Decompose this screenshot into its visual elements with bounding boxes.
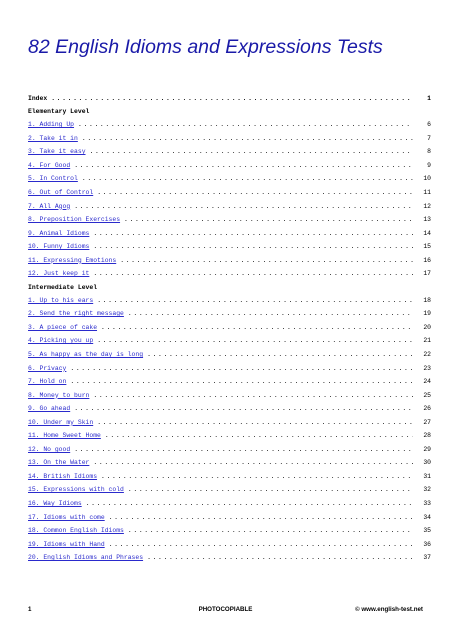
toc-leader-dots: [90, 148, 413, 155]
toc-entry-link[interactable]: 7. All Agog: [28, 202, 71, 210]
toc-entry-page: 9: [427, 161, 431, 169]
toc-entry[interactable]: [28, 361, 431, 375]
toc-entry-page: 24: [423, 378, 431, 386]
toc-leader-dots: [147, 554, 413, 561]
toc-entry[interactable]: [28, 497, 431, 511]
toc-entry-link[interactable]: 10. Under my Skin: [28, 418, 94, 426]
toc-leader-dots: [51, 95, 413, 102]
toc-leader-dots: [109, 514, 413, 521]
toc-entry-link[interactable]: 14. British Idioms: [28, 472, 98, 480]
toc-entry[interactable]: [28, 443, 431, 457]
toc-leader-dots: [93, 392, 413, 399]
toc-leader-dots: [74, 203, 413, 210]
toc-entry[interactable]: [28, 510, 431, 524]
toc-entry-page: 29: [423, 445, 431, 453]
toc-entry[interactable]: [28, 334, 431, 348]
toc-entry-link[interactable]: 19. Idioms with Hand: [28, 540, 105, 548]
toc-entry-page: 16: [423, 256, 431, 264]
toc-entry-link[interactable]: 4. Picking you up: [28, 337, 94, 345]
footer-page-number: 1: [28, 606, 32, 613]
toc-entry-page: 32: [423, 486, 431, 494]
toc-entry-link[interactable]: 1. Adding Up: [28, 121, 75, 129]
toc-entry-link[interactable]: 1. Up to his ears: [28, 296, 94, 304]
toc-entry[interactable]: [28, 186, 431, 200]
toc-entry-link[interactable]: 15. Expressions with cold: [28, 486, 124, 494]
toc-entry-link[interactable]: 17. Idioms with come: [28, 513, 105, 521]
toc-entry[interactable]: [28, 415, 431, 429]
toc-entry[interactable]: [28, 307, 431, 321]
toc-section-heading: Intermediate Level: [28, 283, 98, 291]
toc-leader-dots: [93, 243, 413, 250]
toc-entry[interactable]: [28, 199, 431, 213]
toc-entry-link[interactable]: 10. Funny Idioms: [28, 243, 90, 251]
toc-index-page: 1: [427, 95, 431, 102]
toc-leader-dots: [128, 527, 413, 534]
toc-entry-link[interactable]: 8. Preposition Exercises: [28, 216, 121, 224]
toc-leader-dots: [97, 419, 413, 426]
toc-leader-dots: [82, 135, 413, 142]
toc-leader-dots: [74, 162, 413, 169]
toc-entry-page: 37: [423, 554, 431, 562]
toc-entry-page: 20: [423, 323, 431, 331]
toc-entry-page: 17: [423, 270, 431, 278]
toc-leader-dots: [86, 500, 413, 507]
toc-entry-link[interactable]: 7. Hold on: [28, 378, 67, 386]
toc-entry-page: 26: [423, 405, 431, 413]
toc-entry-link[interactable]: 9. Go ahead: [28, 405, 71, 413]
toc-entry-link[interactable]: 20. English Idioms and Phrases: [28, 554, 144, 562]
toc-entry-link[interactable]: 3. Take it easy: [28, 148, 86, 156]
toc-entry-page: 19: [423, 310, 431, 318]
toc-entry[interactable]: [28, 240, 431, 254]
toc-entry-link[interactable]: 2. Take it in: [28, 134, 78, 142]
toc-entry-page: 36: [423, 540, 431, 548]
toc-entry[interactable]: [28, 375, 431, 389]
toc-leader-dots: [70, 365, 413, 372]
toc-leader-dots: [120, 257, 413, 264]
toc-entry[interactable]: [28, 402, 431, 416]
toc-entry[interactable]: [28, 213, 431, 227]
toc-entry-link[interactable]: 18. Common English Idioms: [28, 527, 124, 535]
toc-leader-dots: [124, 216, 413, 223]
toc-leader-dots: [128, 486, 413, 493]
toc-entry-page: 14: [423, 229, 431, 237]
toc-entry-page: 35: [423, 527, 431, 535]
toc-entry-page: 30: [423, 459, 431, 467]
toc-section-heading: Elementary Level: [28, 108, 90, 115]
toc-entry-link[interactable]: 16. Way Idioms: [28, 500, 82, 508]
toc-entry-page: 25: [423, 391, 431, 399]
toc-entry-page: 11: [423, 189, 431, 196]
toc-entry-link[interactable]: 6. Privacy: [28, 364, 67, 372]
toc-leader-dots: [74, 405, 413, 412]
toc-entry-link[interactable]: 9. Animal Idioms: [28, 229, 90, 237]
toc-leader-dots: [93, 230, 413, 237]
toc-entry-link[interactable]: 6. Out of Control: [28, 189, 94, 196]
toc-entry[interactable]: [28, 388, 431, 402]
toc-entry-page: 15: [423, 243, 431, 251]
toc-entry-link[interactable]: 8. Money to burn: [28, 391, 90, 399]
toc-entry-page: 31: [423, 472, 431, 480]
table-of-contents: [28, 92, 431, 565]
document-title: 82 English Idioms and Expressions Tests: [28, 36, 383, 58]
toc-entry[interactable]: [28, 483, 431, 497]
toc-leader-dots: [128, 310, 413, 317]
toc-entry-page: 21: [423, 337, 431, 345]
toc-entry[interactable]: [28, 253, 431, 267]
toc-leader-dots: [82, 175, 413, 182]
toc-entry-page: 8: [427, 148, 431, 156]
toc-entry[interactable]: [28, 159, 431, 173]
toc-leader-dots: [93, 459, 413, 466]
toc-entry-page: 34: [423, 513, 431, 521]
toc-leader-dots: [105, 432, 413, 439]
toc-entry[interactable]: [28, 226, 431, 240]
toc-entry-link[interactable]: 5. As happy as the day is long: [28, 351, 144, 359]
toc-entry-page: 6: [427, 121, 431, 129]
toc-entry[interactable]: [28, 118, 431, 132]
toc-entry-link[interactable]: 4. For Good: [28, 161, 71, 169]
toc-leader-dots: [97, 297, 413, 304]
toc-leader-dots: [97, 337, 413, 344]
toc-entry-link[interactable]: 2. Send the right message: [28, 310, 124, 318]
toc-entry[interactable]: [28, 321, 431, 335]
toc-leader-dots: [93, 270, 413, 277]
toc-entry-link[interactable]: 3. A piece of cake: [28, 323, 98, 331]
footer-copyright: © www.english-test.net: [355, 606, 423, 613]
footer-photocopiable: PHOTOCOPIABLE: [198, 606, 253, 613]
toc-entry[interactable]: [28, 267, 431, 281]
toc-leader-dots: [70, 378, 413, 385]
toc-entry[interactable]: [28, 456, 431, 470]
toc-entry[interactable]: [28, 524, 431, 538]
toc-entry-link[interactable]: 11. Home Sweet Home: [28, 432, 101, 440]
toc-entry-page: 7: [427, 134, 431, 142]
toc-entry[interactable]: [28, 537, 431, 551]
toc-entry-link[interactable]: 5. In Control: [28, 175, 78, 183]
toc-leader-dots: [109, 541, 413, 548]
toc-entry-link[interactable]: 11. Expressing Emotions: [28, 256, 117, 264]
toc-entry-page: 27: [423, 418, 431, 426]
toc-leader-dots: [74, 446, 413, 453]
toc-entry[interactable]: [28, 470, 431, 484]
toc-entry-page: 12: [423, 202, 431, 210]
toc-entry[interactable]: [28, 551, 431, 565]
toc-entry-page: 22: [423, 351, 431, 359]
toc-entry[interactable]: [28, 132, 431, 146]
toc-entry[interactable]: [28, 429, 431, 443]
toc-entry-link[interactable]: 12. No good: [28, 445, 71, 453]
toc-leader-dots: [101, 324, 413, 331]
toc-leader-dots: [97, 189, 413, 196]
toc-entry-page: 33: [423, 500, 431, 508]
toc-index-label: Index: [28, 95, 48, 102]
toc-entry-page: 23: [423, 364, 431, 372]
toc-entry[interactable]: [28, 172, 431, 186]
toc-entry-page: 28: [423, 432, 431, 440]
toc-entry-link[interactable]: 13. On the Water: [28, 459, 90, 467]
toc-leader-dots: [101, 473, 413, 480]
toc-entry[interactable]: [28, 294, 431, 308]
toc-leader-dots: [147, 351, 413, 358]
toc-entry-page: 10: [423, 175, 431, 183]
toc-entry[interactable]: [28, 348, 431, 362]
toc-entry-link[interactable]: 12. Just keep it: [28, 270, 90, 278]
toc-index-row: [28, 92, 431, 105]
toc-entry[interactable]: [28, 145, 431, 159]
toc-leader-dots: [78, 121, 413, 128]
toc-entry-page: 18: [423, 296, 431, 304]
toc-entry-page: 13: [423, 216, 431, 224]
